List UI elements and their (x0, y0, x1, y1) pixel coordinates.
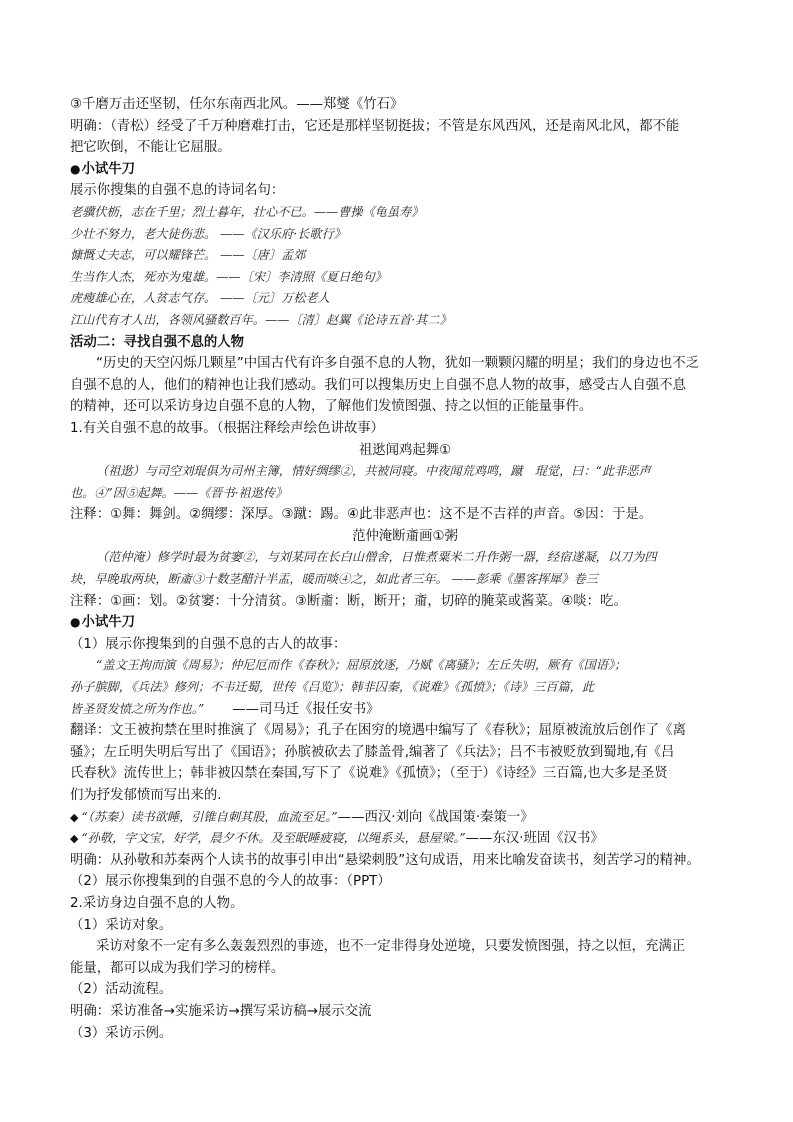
poem-line: 老骥伏枥，志在千里；烈士暮年，壮心不已。——曹操《龟虽寿》 (70, 204, 424, 219)
flow-line: 明确：采访准备→实施采访→撰写采访稿→展示交流 (70, 1003, 372, 1019)
annotation-line: 注释：①画：划。②贫窭：十分清贫。③断齑：断，断开；齑，切碎的腌菜或酱菜。④啖：吃。 (70, 593, 627, 609)
quote-bullet (70, 828, 740, 850)
poem-line: 慷慨丈夫志，可以耀锋芒。 ——〔唐〕孟郊 (70, 248, 306, 263)
translation-line: 翻译：文王被拘禁在里时推演了《周易》；孔子在困穷的境遇中编写了《春秋》；屈原被流放后创作了《离 (70, 723, 686, 739)
quote-bullet (70, 807, 740, 829)
subsection-title: 1.有关自强不息的故事。（根据注释绘声绘色讲故事） (70, 420, 385, 436)
story-text: （祖逖）与司空刘琨俱为司州主簿，情好绸缪②，共被同寝。中夜闻荒鸡鸣，蹴 琨觉，曰：“此非恶声 (96, 464, 651, 479)
story-text: 块，早晚取两块，断齑③十数茎醋汁半盂，暖而啖④之，如此者三年。 ——彭乘《墨客挥犀》卷三 (70, 572, 598, 587)
step-heading: （3）采访示例。 (70, 1025, 173, 1041)
poem-line: 少壮不努力，老大徒伤悲。 ——《汉乐府·长歌行》 (70, 226, 346, 241)
explanation-line: 明确：从孙敬和苏秦两个人读书的故事引申出“悬梁刺股”这句成语，用来比喻发奋读书，刻苦学习的精神。 (70, 852, 700, 868)
annotation-line: 注释：①舞：舞剑。②绸缪：深厚。③蹴：踢。④此非恶声也：这不是不吉祥的声音。⑤因：于是。 (70, 507, 653, 523)
paragraph-line: 采访对象不一定有多么轰轰烈烈的事迹，也不一定非得身处逆境，只要发愤图强，持之以恒，充满正 (96, 939, 686, 955)
quote-text: 皆圣贤发愤之所为作也。” (70, 701, 205, 716)
story-title-fanzhongyan: 范仲淹断齑画①粥 (352, 528, 458, 544)
document-page (70, 94, 740, 1044)
quote-source: ——西汉·刘向《战国策·秦策一》 (337, 809, 534, 825)
paragraph-line: “历史的天空闪烁几颗星”中国古代有许多自强不息的人物，犹如一颗颗闪耀的明星；我们的身边也不乏 (96, 356, 700, 372)
quote-line (70, 699, 740, 721)
step-heading: （1）采访对象。 (70, 917, 173, 933)
translation-line: 们为抒发郁愤而写出来的. (70, 788, 222, 803)
explanation-line: 把它吹倒，不能让它屈服。 (70, 140, 231, 156)
section-heading-practice: ● 小试牛刀 (70, 612, 740, 634)
poem-line: 生当作人杰，死亦为鬼雄。——〔宋〕李清照《夏日绝句》 (70, 269, 387, 284)
quote-text: “（苏秦）读书欲睡，引锥自刺其股，血流至足。” (81, 809, 338, 824)
activity-two-heading: 活动二：寻找自强不息的人物 (70, 334, 245, 350)
poem-quote-zhuxi: ③千磨万击还坚韧，任尔东南西北风。——郑燮《竹石》 (70, 97, 404, 112)
prompt-line: 展示你搜集的自强不息的诗词名句： (70, 183, 285, 199)
quote-line: 孙子膑脚，《兵法》修列；不韦迁蜀，世传《吕览》；韩非囚秦，《说难》《孤愤》；《诗》三百篇，此 (70, 680, 595, 695)
prompt-line: （1）展示你搜集到的自强不息的古人的故事： (70, 636, 347, 652)
step-heading: （2）活动流程。 (70, 982, 173, 998)
quote-source: ——司马迁《报任安书》 (232, 701, 380, 717)
prompt-line: （2）展示你搜集到的自强不息的今人的故事：（PPT） (70, 874, 391, 890)
translation-line: 氏春秋》流传世上；韩非被囚禁在秦国,写下了《说难》《孤愤》；（至于）《诗经》三百篇,也大多是圣贤 (70, 766, 668, 782)
explanation-line: 明确：（青松）经受了千万种磨难打击，它还是那样坚韧挺拔；不管是东风西风，还是南风北风，都不能 (70, 118, 680, 134)
paragraph-line: 自强不息的人，他们的精神也让我们感动。我们可以搜集历史上自强不息人物的故事，感受古人自强不息 (70, 377, 686, 393)
section-heading-practice: ● 小试牛刀 (70, 159, 740, 181)
story-title-zuti: 祖逖闻鸡起舞① (358, 442, 452, 458)
paragraph-line: 的精神，还可以采访身边自强不息的人物，了解他们发愤图强、持之以恒的正能量事件。 (70, 399, 593, 415)
quote-source: ——东汉·班固《汉书》 (465, 831, 604, 847)
story-text: （范仲淹）修学时最为贫窭②，与刘某同在长白山僧舍，日惟煮粟米二升作粥一器，经宿遂凝，以刀为四 (96, 550, 657, 565)
poem-line: 虎瘦雄心在，人贫志气存。 ——〔元〕万松老人 (70, 291, 330, 306)
quote-line: “盖文王拘而演《周易》；仲尼厄而作《春秋》；屈原放逐，乃赋《离骚》；左丘失明，厥有《国语》； (96, 658, 627, 673)
poem-line: 江山代有才人出，各领风骚数百年。——〔清〕赵翼《论诗五首·其二》 (70, 312, 452, 327)
translation-line: 骚》；左丘明失明后写出了《国语》；孙膑被砍去了膝盖骨,编著了《兵法》；吕不韦被贬放到蜀地,有《吕 (70, 744, 675, 760)
story-text: 也。④”因⑤起舞。——《晋书·祖逖传》 (70, 485, 288, 500)
paragraph-line: 能量，都可以成为我们学习的榜样。 (70, 960, 285, 976)
subsection-title: 2.采访身边自强不息的人物。 (70, 895, 244, 911)
quote-text: “孙敬，字文宝，好学，晨夕不休。及至眠睡疲寝，以绳系头，悬屋梁。” (81, 831, 466, 846)
